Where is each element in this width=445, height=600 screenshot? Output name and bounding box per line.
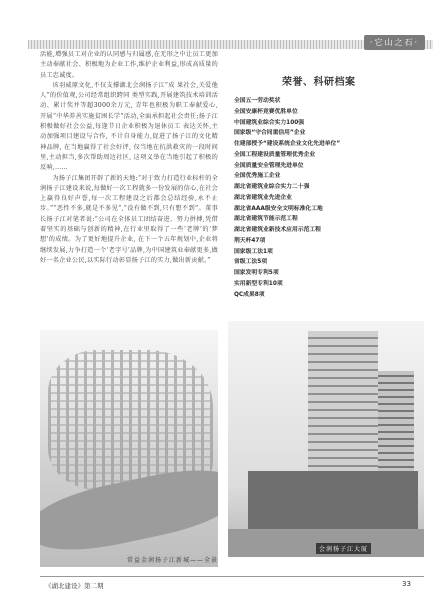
award-item: 全国工程建设质量管理优秀企业 [234, 151, 316, 158]
page-number: 33 [402, 580, 411, 588]
column-title: ·它山之石· [364, 35, 425, 50]
award-item: 湖北省建筑业新技术应用示范工程 [234, 227, 321, 233]
article-paragraph: 为扬子江集团开辟了新的天地:“对于致力打造行业标杆的全润扬子江建设来说,每做好一次工程就多一份发展的信心,在社会上赢得良好声誉,每一次工程建设之后都会总结经验,永不止步。”“恶性不多,就是不多见”,“没有做不到,只有想不到”。董事长扬子江对笔者说:“公司在全体员工团结奋进、努力拼搏,凭借着坚实的基础与创新的精神,在行业里取得了一些‘老牌’的‘梦想’的成绩。为了更好地提升企业, 在下一个五年规划中,企业将继续发展,力争打造一个‘老字号’品牌,为中国建筑业奉献更多,做好一名企业公民,以实际行动彰显扬子江的实力,做出新贡献。” [40, 174, 218, 264]
award-item: 全国质量安全管理先进单位 [234, 162, 304, 169]
award-item: 国家发明专利5项 [234, 270, 279, 276]
award-item: 湖北省AAA级安全文明标准化工地 [234, 205, 323, 212]
award-item: 全国安康杯竞赛优胜单位 [234, 108, 298, 115]
article-paragraph: 活能,增强员工对企业的认同感与归属感,在无形之中让员工更加主动奉献社会、积极地为企业工作,维护企业利益,形成高质量的员工忠诚度。 [40, 51, 218, 79]
award-item: 省级工法5项 [234, 259, 268, 266]
awards-heading: 荣誉、科研档案 [282, 77, 356, 88]
award-item: QC成果8项 [234, 291, 265, 298]
award-item: 湖北省建筑业先进企业 [234, 194, 292, 201]
award-item: 中国建筑业综合实力100强 [234, 119, 305, 126]
award-item: 实用新型专利10项 [234, 280, 283, 287]
building-caption: 会润扬子江大厦 [316, 543, 371, 554]
award-item: 国家级“守合同重信用”企业 [234, 130, 306, 137]
journal-name: 《湖北建设》第二期 [45, 582, 104, 590]
aerial-photo [40, 330, 218, 567]
building-photo [228, 321, 424, 557]
awards-list [234, 96, 424, 300]
photo-caption: 常益金润扬子江新城——全景 [126, 557, 218, 564]
award-item: 国家级工法1项 [234, 248, 273, 255]
article-paragraph: 该羽威原文化,不仅支撑湖北会润扬子江“成 果社会,关爱他人”的价值观,公司经常组织跨同 类型实践,开展建筑技术培训活动、累计奖并等超3000余万元, 青年也积极为职工奉献爱心, 开展“中华养善实施贫困长学”活动,全面承担起社会责任;扬子江积极做好社会公益,每逢节日企业积极为退休员工 表达关怀,主动加强项目建设与合作, 不计自身能力,促进了扬子江的文化精神品牌, 在当地赢得了社会好评, 仅当地在抗洪救灾的一段时间里,主动担当,多次帮助周边社区, 这项义举在当地引起了积极的反响,…… [40, 81, 218, 172]
award-item: 荆天杯47项 [234, 237, 266, 244]
aerial-buildings [48, 350, 213, 490]
award-item: 湖北省建筑节能示范工程 [234, 216, 298, 223]
award-item: 全国五一劳动奖状 [234, 98, 281, 104]
award-item: 湖北省建筑业综合实力二十强 [234, 184, 310, 190]
award-item: 住建部授予“建设系统企业文化先进单位” [234, 141, 341, 147]
award-item: 全国优秀施工企业 [234, 173, 281, 180]
footer-rule [40, 576, 424, 577]
article-body [40, 50, 218, 266]
building-podium [248, 471, 418, 531]
